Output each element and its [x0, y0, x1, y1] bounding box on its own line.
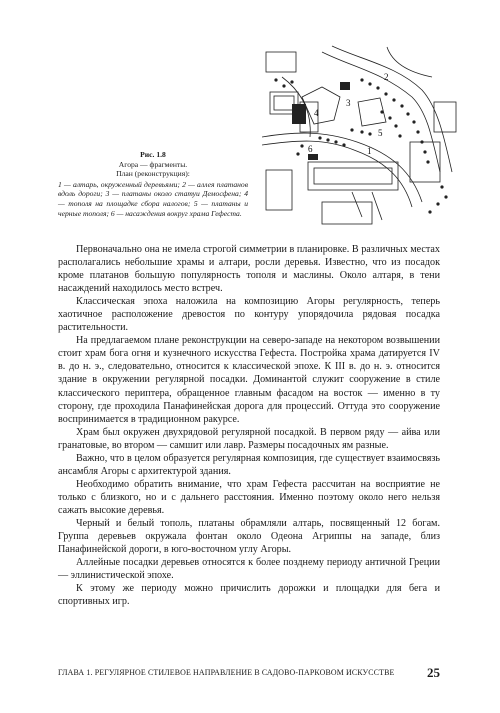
paragraph: Аллейные посадки деревьев относятся к более позднему периоду античной Греции — эллинистической эпохе.: [58, 557, 440, 582]
paragraph: Черный и белый тополь, платаны обрамляли алтарь, посвященный 12 богам. Группа деревьев окружала фонтан около Одеона Агриппы на западе, близ Панафинейской дороги, в юго-восточном углу Агоры.: [58, 517, 440, 556]
plan-label-5: 5: [378, 128, 383, 138]
tree-dot: [436, 202, 439, 205]
tree-dot: [426, 160, 429, 163]
plan-label-3: 3: [346, 98, 351, 108]
tree-dot: [290, 80, 293, 83]
temple-solid: [292, 104, 306, 124]
tree-dot: [360, 78, 363, 81]
building-block: [314, 168, 392, 184]
page-footer: [58, 666, 440, 680]
tree-dot: [296, 152, 299, 155]
tree-dot: [360, 130, 363, 133]
paragraph: Классическая эпоха наложила на композицию Агоры регулярность, теперь хаотичное расположение древостоя по контуру упорядочила рядовая посадка растительности.: [58, 296, 440, 334]
tree-dot: [440, 185, 443, 188]
tree-dot: [428, 210, 431, 213]
chapter-title: ГЛАВА 1. РЕГУЛЯРНОЕ СТИЛЕВОЕ НАПРАВЛЕНИЕ В САДОВО-ПАРКОВОМ ИСКУССТВЕ: [58, 668, 395, 677]
agora-plan-drawing: [262, 42, 460, 232]
figure-legend: 1 — алтарь, окруженный деревьями; 2 — аллея платанов вдоль дороги; 3 — платаны около статуи Демосфена; 4 — тополя на площадке сбора налогов; 5 — платаны и черные тополя; 6 — насаждения вокруг храма Гефеста.: [58, 179, 248, 218]
tree-dot: [400, 104, 403, 107]
tree-dot: [368, 82, 371, 85]
tree-dot: [376, 86, 379, 89]
tree-dot: [342, 143, 345, 146]
outline: [302, 87, 340, 124]
paragraph: Необходимо обратить внимание, что храм Гефеста рассчитан на восприятие не только с близкого, но и с дальнего расстояния. Именно поэтому около него нельзя сажать высокие деревья.: [58, 478, 440, 516]
tree-dot: [282, 84, 285, 87]
tree-dot: [420, 140, 423, 143]
tree-dot: [384, 92, 387, 95]
paragraph: Храм был окружен двухрядовой регулярной посадкой. В первом ряду — айва или гранатовые, во втором — самшит или лавр. Размеры посадочных ям разные.: [58, 426, 440, 451]
paragraph: Первоначально она не имела строгой симметрии в планировке. В различных местах располагались небольшие храмы и алтари, росли деревья. Известно, что из посадок кроме платанов большую популярность тополя и маслины. Около алтаря, в тени насаждений находилось место встреч.: [58, 244, 440, 295]
tree-dot: [334, 140, 337, 143]
tree-dot: [416, 130, 419, 133]
plan-label-1: 1: [367, 146, 372, 156]
figure-subtitle: План (реконструкция):: [116, 169, 190, 179]
tree-dot: [318, 136, 321, 139]
tree-dot: [388, 116, 391, 119]
tree-dot: [392, 98, 395, 101]
paragraph: К этому же периоду можно причислить дорожки и площадки для бега и спортивных игр.: [58, 583, 440, 608]
tree-dot: [412, 120, 415, 123]
temple-solid: [340, 82, 350, 90]
building-block: [410, 142, 440, 182]
body-text: [58, 243, 440, 608]
tree-dot: [380, 110, 383, 113]
road-curve: [387, 47, 432, 77]
plan-label-6: 6: [308, 144, 313, 154]
figure-caption: [58, 150, 248, 218]
building-block: [322, 202, 372, 224]
tree-dot: [406, 112, 409, 115]
tree-dot: [350, 128, 353, 131]
figure-title: Агора — фрагменты.: [118, 159, 188, 169]
building-block: [266, 170, 292, 210]
tree-dot: [300, 144, 303, 147]
building-block: [274, 96, 294, 110]
building-block: [266, 52, 296, 72]
plan-label-2: 2: [384, 72, 389, 82]
tree-dot: [423, 150, 426, 153]
tree-dot: [394, 124, 397, 127]
tree-dot: [444, 195, 447, 198]
plan-label-4: 4: [314, 108, 319, 118]
temple-solid: [308, 154, 318, 160]
paragraph: На предлагаемом плане реконструкции на северо-западе на некотором возвышении стоит храм бога огня и кузнечного искусства Гефеста. Постройка храма датируется IV в. до н. э., следовательно, относится к классической эпохе. К III в. до н. э. относится здание в окружении регулярной посадки. Доминантой служит сооружение в стиле классического периптера, обращенное главным фасадом на восток — именно в ту сторону, где проходила Панафинейская дорога для процессий. Оттуда это сооружение воспринимается в традиционном ракурсе.: [58, 335, 440, 425]
figure-number: Рис. 1.8: [140, 150, 166, 159]
tree-dot: [398, 134, 401, 137]
outline: [352, 192, 382, 220]
tree-dot: [326, 138, 329, 141]
page-number: 25: [427, 665, 440, 680]
road-curve: [262, 141, 412, 207]
paragraph: Важно, что в целом образуется регулярная композиция, где существует взаимосвязь ансамбля Агоры с архитектурой здания.: [58, 452, 440, 477]
tree-dot: [274, 78, 277, 81]
tree-dot: [368, 132, 371, 135]
